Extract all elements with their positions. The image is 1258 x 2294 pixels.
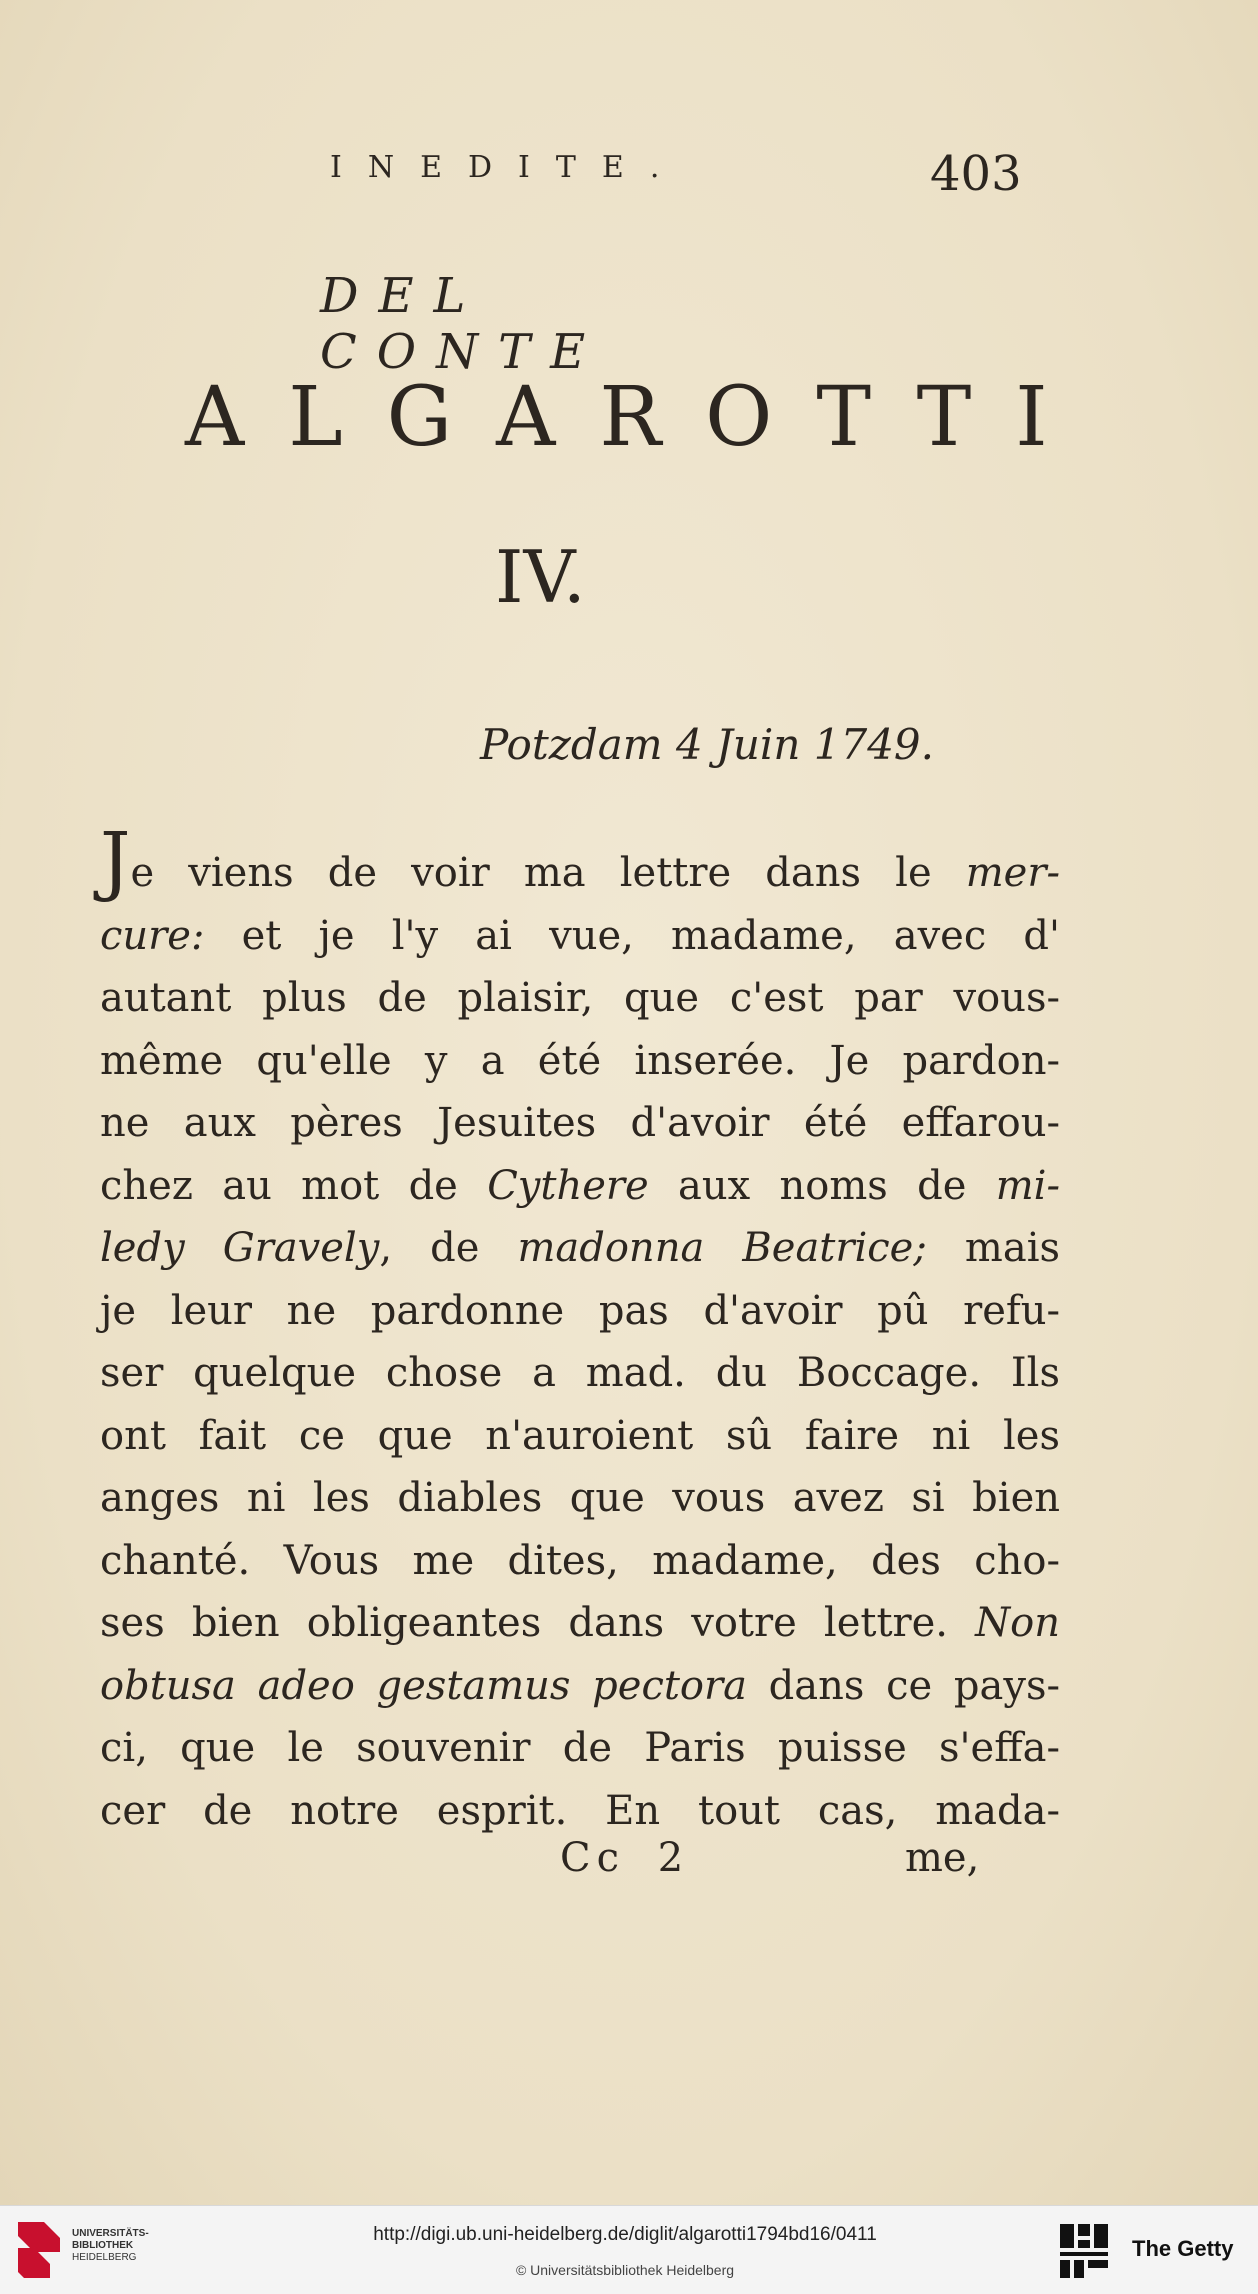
letter-number: IV. xyxy=(495,535,586,619)
body-line: cure: et je l'y ai vue, madame, avec d' xyxy=(100,912,1061,959)
permalink-url[interactable]: http://digi.ub.uni-heidelberg.de/diglit/algarotti1794bd16/0411 xyxy=(373,2224,877,2245)
body-line: ledy Gravely, de madonna Beatrice; mais xyxy=(100,1225,1061,1271)
library-name: UNIVERSITÄTS- BIBLIOTHEK HEIDELBERG xyxy=(72,2228,149,2263)
letter-body xyxy=(100,815,1061,1842)
running-head: INEDITE. xyxy=(330,150,686,185)
drop-cap: J xyxy=(100,815,131,904)
dateline: Potzdam 4 Juin 1749. xyxy=(480,720,934,769)
viewer-footer xyxy=(0,2205,1258,2294)
body-line: obtusa adeo gestamus pectora dans ce pays- xyxy=(100,1662,1060,1709)
body-line: ne aux pères Jesuites d'avoir été effarou- xyxy=(100,1100,1060,1146)
heidelberg-library-logo-icon xyxy=(14,2218,64,2282)
body-line: je leur ne pardonne pas d'avoir pû refu- xyxy=(100,1287,1060,1334)
getty-logo-icon xyxy=(1058,2222,1110,2280)
copyright-notice: © Universitätsbibliothek Heidelberg xyxy=(515,2262,735,2278)
heading-del-conte: DEL CONTE xyxy=(320,268,606,380)
page-number: 403 xyxy=(930,146,1022,202)
body-line: même qu'elle y a été inserée. Je pardon- xyxy=(100,1037,1060,1084)
getty-name: The Getty xyxy=(1132,2236,1234,2261)
body-line: ser quelque chose a mad. du Boccage. Ils xyxy=(100,1350,1060,1396)
body-line: cer de notre esprit. En tout cas, mada- xyxy=(100,1787,1060,1834)
body-line: ses bien obligeantes dans votre lettre. Non xyxy=(100,1600,1060,1646)
printer-signature: Cc 2 xyxy=(560,1835,690,1881)
body-line: anges ni les diables que vous avez si bien xyxy=(100,1475,1060,1521)
body-line: autant plus de plaisir, que c'est par vous- xyxy=(100,975,1060,1021)
body-line: chez au mot de Cythere aux noms de mi- xyxy=(100,1162,1060,1209)
catchword: me, xyxy=(905,1835,980,1881)
body-line: ci, que le souvenir de Paris puisse s'effa- xyxy=(100,1725,1060,1771)
body-line: ont fait ce que n'auroient sû faire ni les xyxy=(100,1412,1060,1459)
body-line: Je viens de voir ma lettre dans le mer- xyxy=(100,815,1060,904)
heading-author: ALGAROTTI xyxy=(185,370,1092,465)
body-line: chanté. Vous me dites, madame, des cho- xyxy=(100,1537,1060,1584)
